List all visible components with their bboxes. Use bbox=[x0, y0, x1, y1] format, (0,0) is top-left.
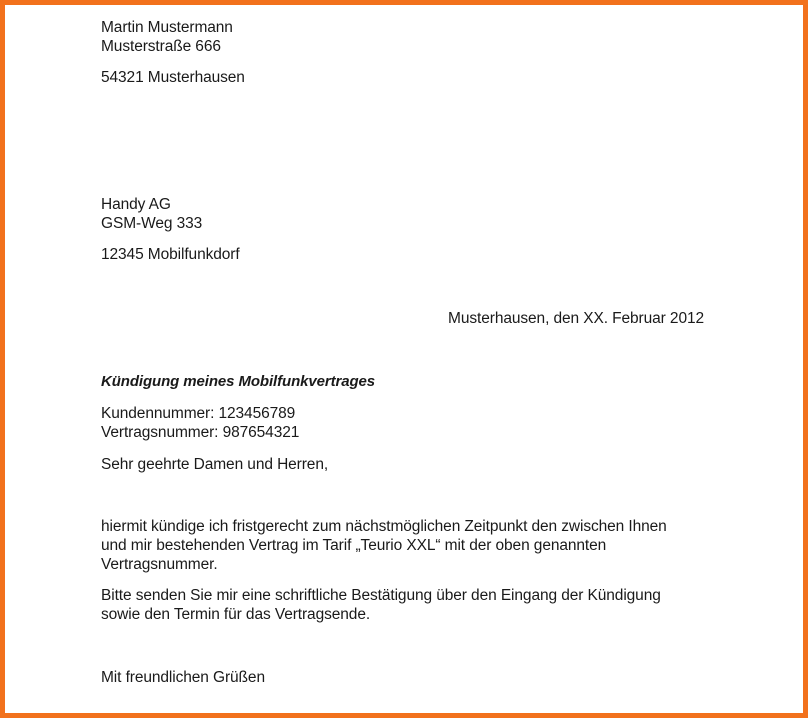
recipient-city: 12345 Mobilfunkdorf bbox=[101, 246, 240, 263]
customer-number: Kundennummer: 123456789 bbox=[101, 405, 296, 422]
subject-line: Kündigung meines Mobilfunkvertrages bbox=[101, 373, 376, 390]
sender-street: Musterstraße 666 bbox=[101, 38, 221, 55]
paragraph-line: sowie den Termin für das Vertragsende. bbox=[101, 606, 371, 623]
paragraph-line: hiermit kündige ich fristgerecht zum nächstmöglichen Zeitpunkt den zwischen Ihnen bbox=[101, 518, 667, 535]
sender-city: 54321 Musterhausen bbox=[101, 69, 245, 86]
recipient-street: GSM-Weg 333 bbox=[101, 215, 203, 232]
paragraph-line: und mir bestehenden Vertrag im Tarif „Teurio XXL“ mit der oben genannten bbox=[101, 537, 607, 554]
salutation: Sehr geehrte Damen und Herren, bbox=[101, 456, 329, 473]
closing: Mit freundlichen Grüßen bbox=[101, 669, 265, 686]
recipient-name: Handy AG bbox=[101, 196, 171, 213]
sender-name: Martin Mustermann bbox=[101, 19, 233, 36]
paragraph-line: Bitte senden Sie mir eine schriftliche Bestätigung über den Eingang der Kündigung bbox=[101, 587, 661, 604]
contract-number: Vertragsnummer: 987654321 bbox=[101, 424, 300, 441]
paragraph-line: Vertragsnummer. bbox=[101, 556, 218, 573]
date-line: Musterhausen, den XX. Februar 2012 bbox=[448, 310, 704, 327]
